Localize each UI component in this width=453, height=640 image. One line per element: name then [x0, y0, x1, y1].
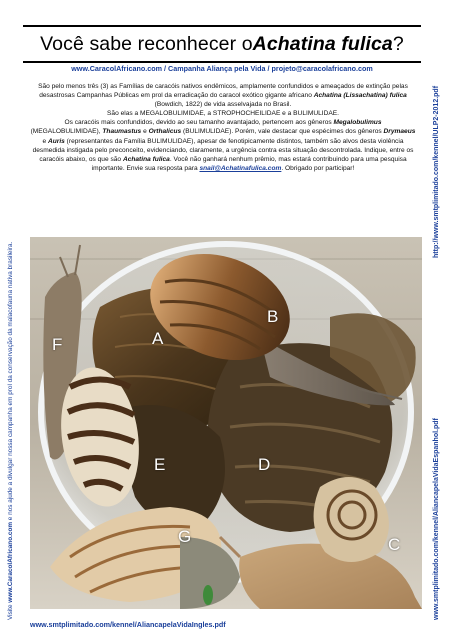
species-name: Achatina fulica [122, 155, 170, 163]
separator: / [265, 64, 272, 73]
paragraph-families [30, 82, 416, 109]
title-suffix: ? [392, 32, 404, 55]
text-run: (MEGALOBULIMIDAE), [30, 128, 103, 136]
campaign-name: Campanha Aliança pela Vida [168, 64, 266, 73]
page-title [23, 25, 421, 63]
genus-name: Orthalicus [148, 128, 182, 136]
label-snail-c[interactable]: C [388, 535, 401, 554]
label-snail-g[interactable]: G [178, 527, 192, 546]
title-prefix: Você sabe reconhecer o [40, 32, 253, 55]
label-snail-a[interactable]: A [152, 329, 164, 348]
text-run: . Obrigado por participar! [281, 164, 355, 172]
email-link[interactable]: projeto@caracolafricano.com [271, 64, 373, 73]
side-site-link[interactable]: www.CaracolAfricano.com [7, 521, 14, 603]
contact-links [23, 64, 421, 73]
site-link[interactable]: www.CaracolAfricano.com [71, 64, 163, 73]
genus-name: Drymaeus [383, 128, 416, 136]
paragraph-families-list: São elas a MEGALOBULIMIDAE, a STROPHOCHEILIDAE e a BULIMULIDAE. [107, 110, 339, 118]
snails-illustration [30, 237, 422, 609]
label-snail-f[interactable]: F [52, 335, 63, 354]
label-snail-b[interactable]: B [267, 307, 279, 326]
paragraph-genera [30, 118, 416, 173]
separator: / [162, 64, 169, 73]
english-pdf-link[interactable]: www.smtplimitado.com/kennel/AliancapelaVidaIngles.pdf [30, 620, 226, 629]
text-run: e [42, 137, 48, 145]
snails-photo [30, 237, 422, 609]
text-run: (BULIMULIDAE). Porém, vale destacar que espécimes dos gêneros [181, 128, 384, 136]
intro-text [30, 82, 416, 173]
pdf-link-ulp[interactable]: http://www.smtplimitado.com/kennel/ULP2-2012.pdf [433, 85, 440, 258]
genus-name: Megalobulimus [333, 119, 382, 127]
text-run: Visite [7, 602, 14, 620]
label-snail-e[interactable]: E [154, 455, 166, 474]
text-run: Os caracóis mais confundidos, devido ao seu tamanho avantajado, pertencem aos gêneros [64, 119, 334, 127]
genus-name: Thaumastus [102, 128, 142, 136]
text-run: . Você não ganhará nenhum prêmio, mas estará contribuindo para uma pesquisa importante. Envie sua resposta para [91, 155, 407, 172]
text-run: São pelo menos três (3) as Famílias de caracóis nativos endêmicos, amplamente confundidos e ameaçados de extinção pelas desastrosas Campanhas Públicas em prol da erradicação do caracol exótico gigante africano [38, 83, 408, 100]
side-note [7, 242, 14, 620]
species-name: Achatina (Lissachatina) fulica [313, 92, 407, 100]
text-run: (Bowdich, 1822) de vida asselvajada no Brasil. [154, 101, 292, 109]
genus-name: Auris [47, 137, 65, 145]
label-snail-d[interactable]: D [258, 455, 271, 474]
text-run: e nos ajude a divulgar nossa campanha em prol da conservação da malacofauna nativa brasileira. [7, 241, 14, 522]
answer-email-link[interactable]: snail@Achatinafulica.com [199, 164, 282, 172]
pdf-link-spanish[interactable]: www.smtplimitado.com/kennel/AliancapelaVidaEspanhol.pdf [433, 418, 440, 620]
text-run: (representantes da Família BULIMULIDAE), apesar de fenotipicamente distintos, também são alvos desta violência desmedida instigada pelo preconceito, evidenciando, claramente, a urgência contra esta situação descontrolada. Indique, entre os caracóis abaixo, os que são [32, 137, 414, 163]
text-run: e [141, 128, 149, 136]
title-species: Achatina fulica [252, 32, 393, 55]
